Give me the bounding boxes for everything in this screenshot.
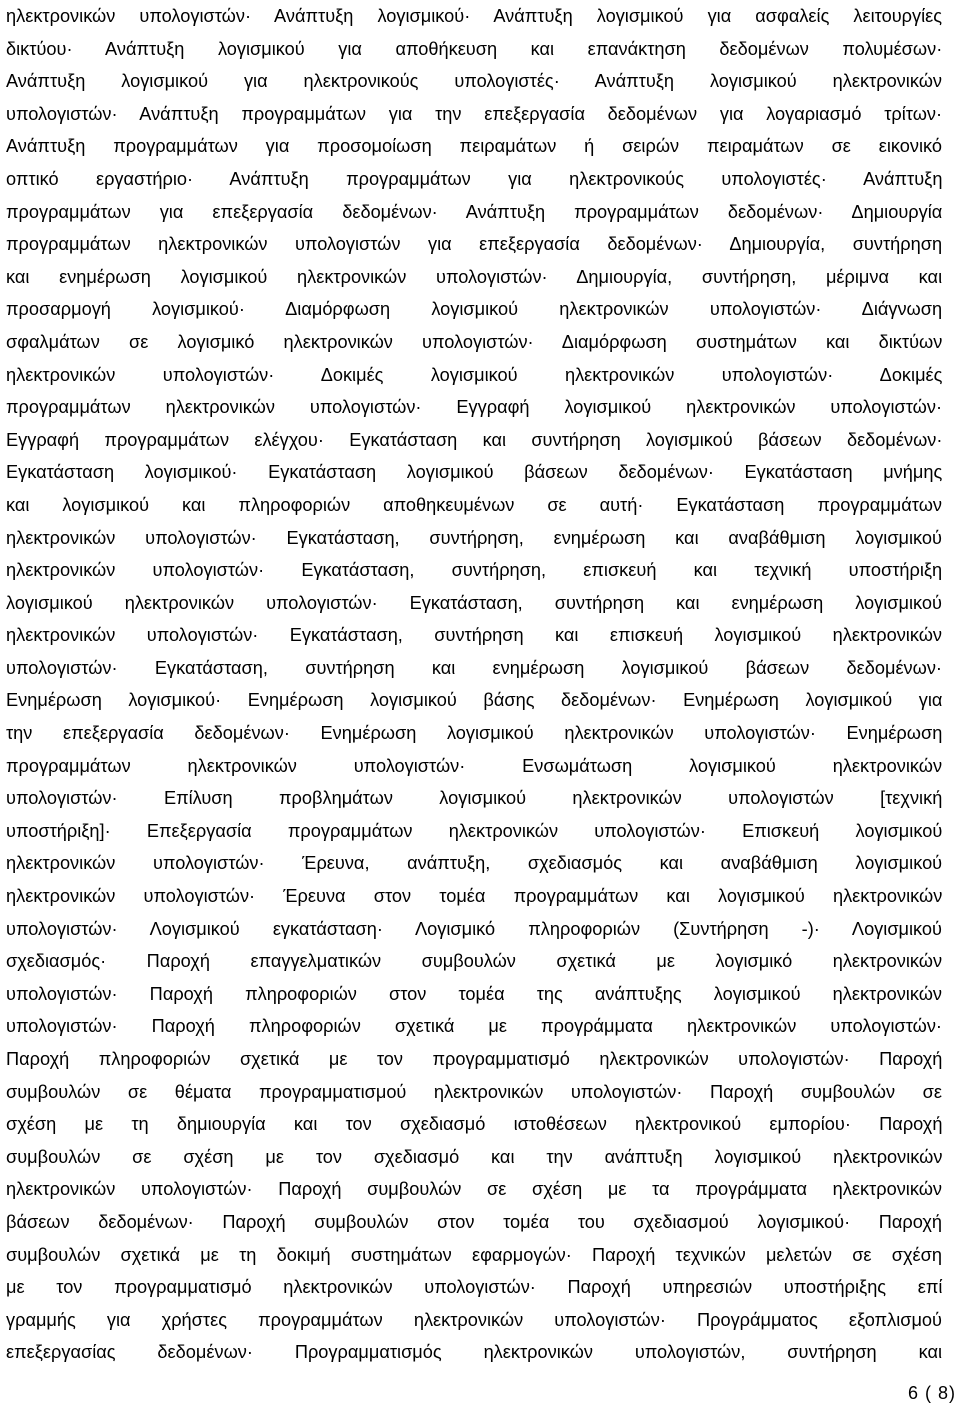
text-line: ηλεκτρονικών υπολογιστών· Παροχή συμβουλών σε σχέση με τα προγράμματα ηλεκτρονικών <box>6 1179 942 1200</box>
text-line: σχέση με τη δημιουργία και τον σχεδιασμό ιστοθέσεων ηλεκτρονικού εμπορίου· Παροχή <box>6 1114 943 1135</box>
text-line: λογισμικού ηλεκτρονικών υπολογιστών· Εγκατάσταση, συντήρηση και ενημέρωση λογισμικού <box>6 592 942 613</box>
text-line: προγραμμάτων ηλεκτρονικών υπολογιστών· Ενσωμάτωση λογισμικού ηλεκτρονικών <box>6 755 943 776</box>
text-line: γραμμής για χρήστες προγραμμάτων ηλεκτρονικών υπολογιστών· Προγράμματος εξοπλισμού <box>6 1309 942 1330</box>
text-line: Παροχή πληροφοριών σχετικά με τον προγραμματισμό ηλεκτρονικών υπολογιστών· Παροχή <box>6 1049 943 1069</box>
text-line: Εγκατάσταση λογισμικού· Εγκατάσταση λογισμικού βάσεων δεδομένων· Εγκατάσταση μνήμης <box>6 462 943 483</box>
body-paragraph <box>6 0 942 1369</box>
text-line: βάσεων δεδομένων· Παροχή συμβουλών στον τομέα του σχεδιασμού λογισμικού· Παροχή <box>6 1211 943 1232</box>
text-line: ηλεκτρονικών υπολογιστών· Εγκατάσταση, συντήρηση, ενημέρωση και αναβάθμιση λογισμικού <box>6 527 942 548</box>
text-line: ηλεκτρονικών υπολογιστών· Ανάπτυξη λογισμικού· Ανάπτυξη λογισμικού για ασφαλείς λειτουργίες <box>6 6 942 26</box>
text-line: υπολογιστών· Παροχή πληροφοριών σχετικά με προγράμματα ηλεκτρονικών υπολογιστών· <box>6 1016 942 1037</box>
text-line: ηλεκτρονικών υπολογιστών· Έρευνα, ανάπτυξη, σχεδιασμός και αναβάθμιση λογισμικού <box>6 853 943 874</box>
text-line: ηλεκτρονικών υπολογιστών· Εγκατάσταση, συντήρηση, επισκευή και τεχνική υποστήριξη <box>6 560 943 581</box>
text-line: σφαλμάτων σε λογισμικό ηλεκτρονικών υπολογιστών· Διαμόρφωση συστημάτων και δικτύων <box>6 331 943 352</box>
text-line: υπολογιστών· Παροχή πληροφοριών στον τομέα της ανάπτυξης λογισμικού ηλεκτρονικών <box>6 983 942 1004</box>
text-line: Ενημέρωση λογισμικού· Ενημέρωση λογισμικού βάσης δεδομένων· Ενημέρωση λογισμικού για <box>6 690 943 711</box>
text-line: οπτικό εργαστήριο· Ανάπτυξη προγραμμάτων για ηλεκτρονικούς υπολογιστές· Ανάπτυξη <box>6 168 943 189</box>
text-line: υπολογιστών· Επίλυση προβλημάτων λογισμικού ηλεκτρονικών υπολογιστών [τεχνική <box>6 788 943 809</box>
text-line: ηλεκτρονικών υπολογιστών· Εγκατάσταση, συντήρηση και επισκευή λογισμικού ηλεκτρονικών <box>6 625 942 646</box>
text-line: προγραμμάτων ηλεκτρονικών υπολογιστών· Εγγραφή λογισμικού ηλεκτρονικών υπολογιστών· <box>6 397 942 418</box>
text-line: υπολογιστών· Ανάπτυξη προγραμμάτων για την επεξεργασία δεδομένων για λογαριασμό τρίτων· <box>6 103 943 124</box>
text-line: προσαρμογή λογισμικού· Διαμόρφωση λογισμικού ηλεκτρονικών υπολογιστών· Διάγνωση <box>6 299 943 320</box>
text-line: συμβουλών σχετικά με τη δοκιμή συστημάτων εφαρμογών· Παροχή τεχνικών μελετών σε σχέση <box>6 1244 942 1265</box>
text-line: σχεδιασμός· Παροχή επαγγελματικών συμβουλών σχετικά με λογισμικό ηλεκτρονικών <box>6 951 943 972</box>
text-line: προγραμμάτων ηλεκτρονικών υπολογιστών για επεξεργασία δεδομένων· Δημιουργία, συντήρηση <box>6 234 943 255</box>
text-line: επεξεργασίας δεδομένων· Προγραμματισμός ηλεκτρονικών υπολογιστών, συντήρηση και <box>6 1342 942 1363</box>
text-line: συμβουλών σε θέματα προγραμματισμού ηλεκτρονικών υπολογιστών· Παροχή συμβουλών σε <box>6 1081 942 1102</box>
text-line: υπολογιστών· Λογισμικού εγκατάσταση· Λογισμικό πληροφοριών (Συντήρηση -)· Λογισμικού <box>6 918 942 939</box>
text-line: και ενημέρωση λογισμικού ηλεκτρονικών υπολογιστών· Δημιουργία, συντήρηση, μέριμνα και <box>6 266 943 287</box>
text-line: ηλεκτρονικών υπολογιστών· Έρευνα στον τομέα προγραμμάτων και λογισμικού ηλεκτρονικών <box>6 886 943 907</box>
text-line: προγραμμάτων για επεξεργασία δεδομένων· Ανάπτυξη προγραμμάτων δεδομένων· Δημιουργία <box>6 201 943 222</box>
page-number: 6 ( 8) <box>907 1383 956 1403</box>
text-line: Ανάπτυξη προγραμμάτων για προσομοίωση πειραμάτων ή σειρών πειραμάτων σε εικονικό <box>6 136 942 157</box>
text-line: με τον προγραμματισμό ηλεκτρονικών υπολογιστών· Παροχή υπηρεσιών υποστήριξης επί <box>6 1277 943 1298</box>
text-line: υπολογιστών· Εγκατάσταση, συντήρηση και ενημέρωση λογισμικού βάσεων δεδομένων· <box>6 657 942 678</box>
text-line: Ανάπτυξη λογισμικού για ηλεκτρονικούς υπολογιστές· Ανάπτυξη λογισμικού ηλεκτρονικών <box>6 71 942 92</box>
text-line: συμβουλών σε σχέση με τον σχεδιασμό και την ανάπτυξη λογισμικού ηλεκτρονικών <box>6 1146 943 1167</box>
text-line: δικτύου· Ανάπτυξη λογισμικού για αποθήκευση και επανάκτηση δεδομένων πολυμέσων· <box>6 38 943 59</box>
text-line: Εγγραφή προγραμμάτων ελέγχου· Εγκατάσταση και συντήρηση λογισμικού βάσεων δεδομένων· <box>6 429 943 450</box>
text-line: την επεξεργασία δεδομένων· Ενημέρωση λογισμικού ηλεκτρονικών υπολογιστών· Ενημέρωση <box>6 723 943 744</box>
text-line: υποστήριξη]· Επεξεργασία προγραμμάτων ηλεκτρονικών υπολογιστών· Επισκευή λογισμικού <box>6 820 943 841</box>
text-line: ηλεκτρονικών υπολογιστών· Δοκιμές λογισμικού ηλεκτρονικών υπολογιστών· Δοκιμές <box>6 364 943 385</box>
text-line: και λογισμικού και πληροφοριών αποθηκευμένων σε αυτή· Εγκατάσταση προγραμμάτων <box>6 494 942 515</box>
